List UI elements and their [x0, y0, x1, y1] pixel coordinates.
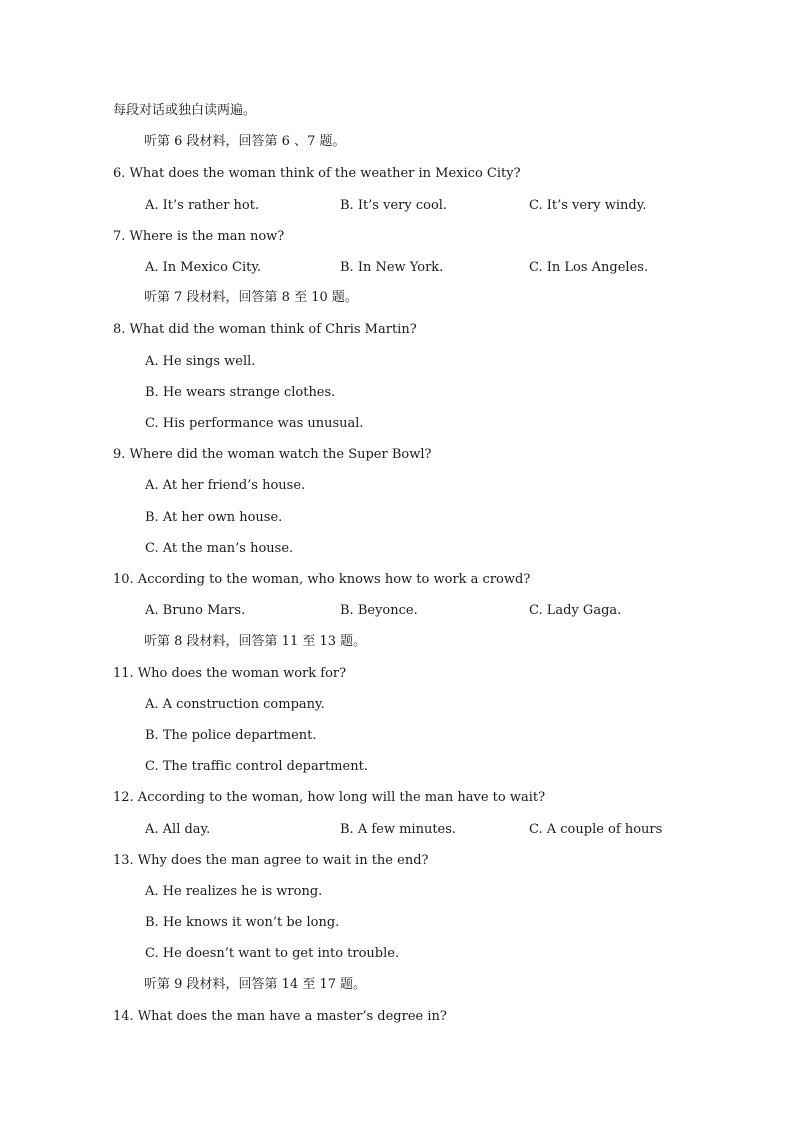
option-9c: C. At the man’s house. [145, 541, 294, 556]
question-10: 10. According to the woman, who knows how to work a crowd? [113, 572, 531, 587]
option-11c: C. The traffic control department. [145, 759, 368, 774]
option-7c: C. In Los Angeles. [529, 260, 649, 275]
option-8a: A. He sings well. [145, 354, 256, 369]
question-9: 9. Where did the woman watch the Super Bowl? [113, 447, 432, 462]
option-6c: C. It’s very windy. [529, 198, 647, 213]
option-6a: A. It’s rather hot. [145, 198, 260, 213]
option-11a: A. A construction company. [145, 697, 325, 712]
option-12a: A. All day. [145, 822, 211, 837]
question-11: 11. Who does the woman work for? [113, 666, 347, 681]
option-13b: B. He knows it won’t be long. [145, 915, 340, 930]
option-12c: C. A couple of hours [529, 822, 663, 837]
instruction-text: 每段对话或独白读两遍。 [113, 103, 257, 118]
question-6: 6. What does the woman think of the weather in Mexico City? [113, 166, 521, 181]
option-9b: B. At her own house. [145, 510, 283, 525]
option-9a: A. At her friend’s house. [145, 478, 306, 493]
option-8c: C. His performance was unusual. [145, 416, 364, 431]
question-8: 8. What did the woman think of Chris Martin? [113, 322, 417, 337]
option-7b: B. In New York. [340, 260, 444, 275]
section-heading-8: 听第 8 段材料，回答第 11 至 13 题。 [144, 634, 367, 649]
section-heading-6: 听第 6 段材料，回答第 6 、7 题。 [144, 134, 346, 149]
option-8b: B. He wears strange clothes. [145, 385, 336, 400]
option-11b: B. The police department. [145, 728, 317, 743]
question-14: 14. What does the man have a master’s degree in? [113, 1009, 447, 1024]
option-7a: A. In Mexico City. [145, 260, 262, 275]
question-13: 13. Why does the man agree to wait in the end? [113, 853, 429, 868]
question-12: 12. According to the woman, how long will the man have to wait? [113, 790, 546, 805]
option-13a: A. He realizes he is wrong. [145, 884, 323, 899]
question-7: 7. Where is the man now? [113, 229, 285, 244]
option-10b: B. Beyonce. [340, 603, 418, 618]
section-heading-7: 听第 7 段材料，回答第 8 至 10 题。 [144, 290, 358, 305]
option-10c: C. Lady Gaga. [529, 603, 622, 618]
option-6b: B. It’s very cool. [340, 198, 448, 213]
option-10a: A. Bruno Mars. [145, 603, 246, 618]
option-13c: C. He doesn’t want to get into trouble. [145, 946, 400, 961]
section-heading-9: 听第 9 段材料，回答第 14 至 17 题。 [144, 977, 367, 992]
option-12b: B. A few minutes. [340, 822, 457, 837]
